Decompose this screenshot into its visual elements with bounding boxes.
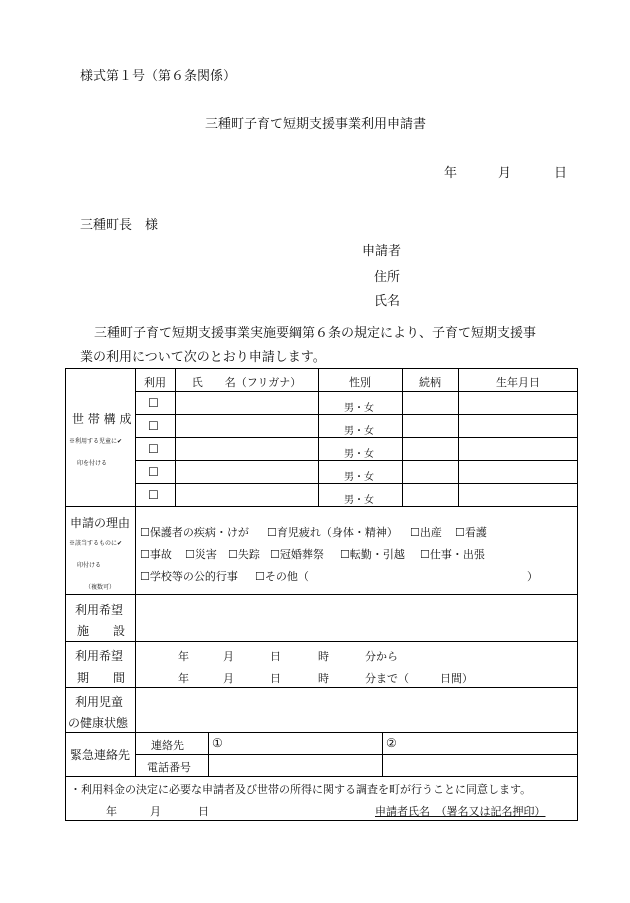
emergency-mark-1: ① [212,736,223,750]
date-year: 年 [444,166,458,181]
sex-choice: 男・女 [344,495,374,506]
document-title: 三種町子育て短期支援事業利用申請書 [205,117,427,132]
health-label-2: の健康状態 [68,716,129,730]
header-use: 利用 [144,376,166,389]
header-birth: 生年月日 [496,376,540,389]
facility-label-1: 利用希望 [75,603,124,617]
use-checkbox[interactable]: ☐ [148,396,159,410]
grid-line [208,732,209,776]
reason-nursing[interactable]: ☐看護 [455,526,487,539]
grid-line [65,506,578,507]
reason-title: 申請の理由 [70,516,131,530]
reason-disaster[interactable]: ☐災害 [185,548,217,561]
reason-other[interactable]: ☐その他（ [255,570,309,583]
household-note-2: 印を付ける [77,460,108,467]
addressee: 三種町長 様 [80,218,159,233]
reason-ceremony[interactable]: ☐冠婚葬祭 [270,548,324,561]
grid-line [135,414,578,415]
period-from-hour: 時 [318,650,329,663]
use-checkbox[interactable]: ☐ [148,488,159,502]
use-checkbox[interactable]: ☐ [148,442,159,456]
grid-line [65,687,578,688]
grid-line [382,732,383,776]
applicant-label: 申請者 [362,244,402,259]
reason-note-3: （複数可） [85,584,116,591]
reason-fatigue[interactable]: ☐育児疲れ（身体・精神） [267,526,398,539]
period-to-day: 日 [270,672,281,685]
period-from-minute: 分から [365,650,398,663]
header-name: 氏 名（フリガナ） [191,376,302,389]
intro-line-1: 三種町子育て短期支援事業実施要綱第６条の規定により、子育て短期支援事 [94,326,537,341]
grid-line [65,641,578,642]
period-label-2: 期 間 [77,671,126,685]
applicant-address-label: 住所 [374,270,401,285]
header-sex: 性別 [349,376,371,389]
period-from-year: 年 [178,650,189,663]
grid-line [65,594,578,595]
grid-line [135,754,578,755]
consent-year: 年 [106,805,117,818]
household-note-1: ※利用する児童に✔ [69,438,123,445]
period-days: 日間） [440,672,473,685]
form-number: 様式第１号（第６条関係） [80,69,237,84]
period-from-month: 月 [223,650,234,663]
consent-month: 月 [150,805,161,818]
emergency-mark-2: ② [386,736,397,750]
intro-line-2: 業の利用について次のとおり申請します。 [80,350,326,365]
reason-note-2: 印付ける [77,562,102,569]
health-label-1: 利用児童 [75,695,124,709]
sex-choice: 男・女 [344,472,374,483]
household-title: 世 帯 構 成 [72,412,132,426]
sex-choice: 男・女 [344,449,374,460]
period-to-month: 月 [223,672,234,685]
sex-choice: 男・女 [344,426,374,437]
period-from-day: 日 [270,650,281,663]
applicant-name-label: 氏名 [374,294,401,309]
facility-label-2: 施 設 [77,624,126,638]
reason-accident[interactable]: ☐事故 [140,548,172,561]
date-day: 日 [554,166,568,181]
consent-day: 日 [198,805,209,818]
period-to-year: 年 [178,672,189,685]
period-to-minute: 分まで（ [365,672,409,685]
reason-note-1: ※該当するものに✔ [69,540,123,547]
use-checkbox[interactable]: ☐ [148,419,159,433]
grid-line [135,437,578,438]
emergency-label: 緊急連絡先 [70,748,131,762]
grid-line [135,460,578,461]
reason-school-event[interactable]: ☐学校等の公的行事 [140,570,238,583]
grid-line [135,391,578,392]
reason-work[interactable]: ☐仕事・出張 [420,548,485,561]
emergency-contact-label: 連絡先 [151,739,184,752]
reason-illness[interactable]: ☐保護者の疾病・けが [140,526,249,539]
reason-relocation[interactable]: ☐転勤・引越 [340,548,405,561]
header-relation: 続柄 [419,376,441,389]
use-checkbox[interactable]: ☐ [148,465,159,479]
reason-other-close: ） [527,570,538,583]
signature-field[interactable]: 申請者氏名 （署名又は記名押印） [375,805,546,818]
consent-statement: ・利用料金の決定に必要な申請者及び世帯の所得に関する調査を町が行うことに同意します。 [70,783,532,796]
sex-choice: 男・女 [344,403,374,414]
grid-line [135,483,578,484]
reason-birth[interactable]: ☐出産 [410,526,442,539]
grid-line [65,732,578,733]
period-to-hour: 時 [318,672,329,685]
grid-line [135,368,136,594]
grid-line [135,594,136,776]
reason-missing[interactable]: ☐失踪 [228,548,260,561]
period-label-1: 利用希望 [75,649,124,663]
emergency-phone-label: 電話番号 [147,761,191,774]
grid-line [65,776,578,777]
date-month: 月 [498,166,512,181]
